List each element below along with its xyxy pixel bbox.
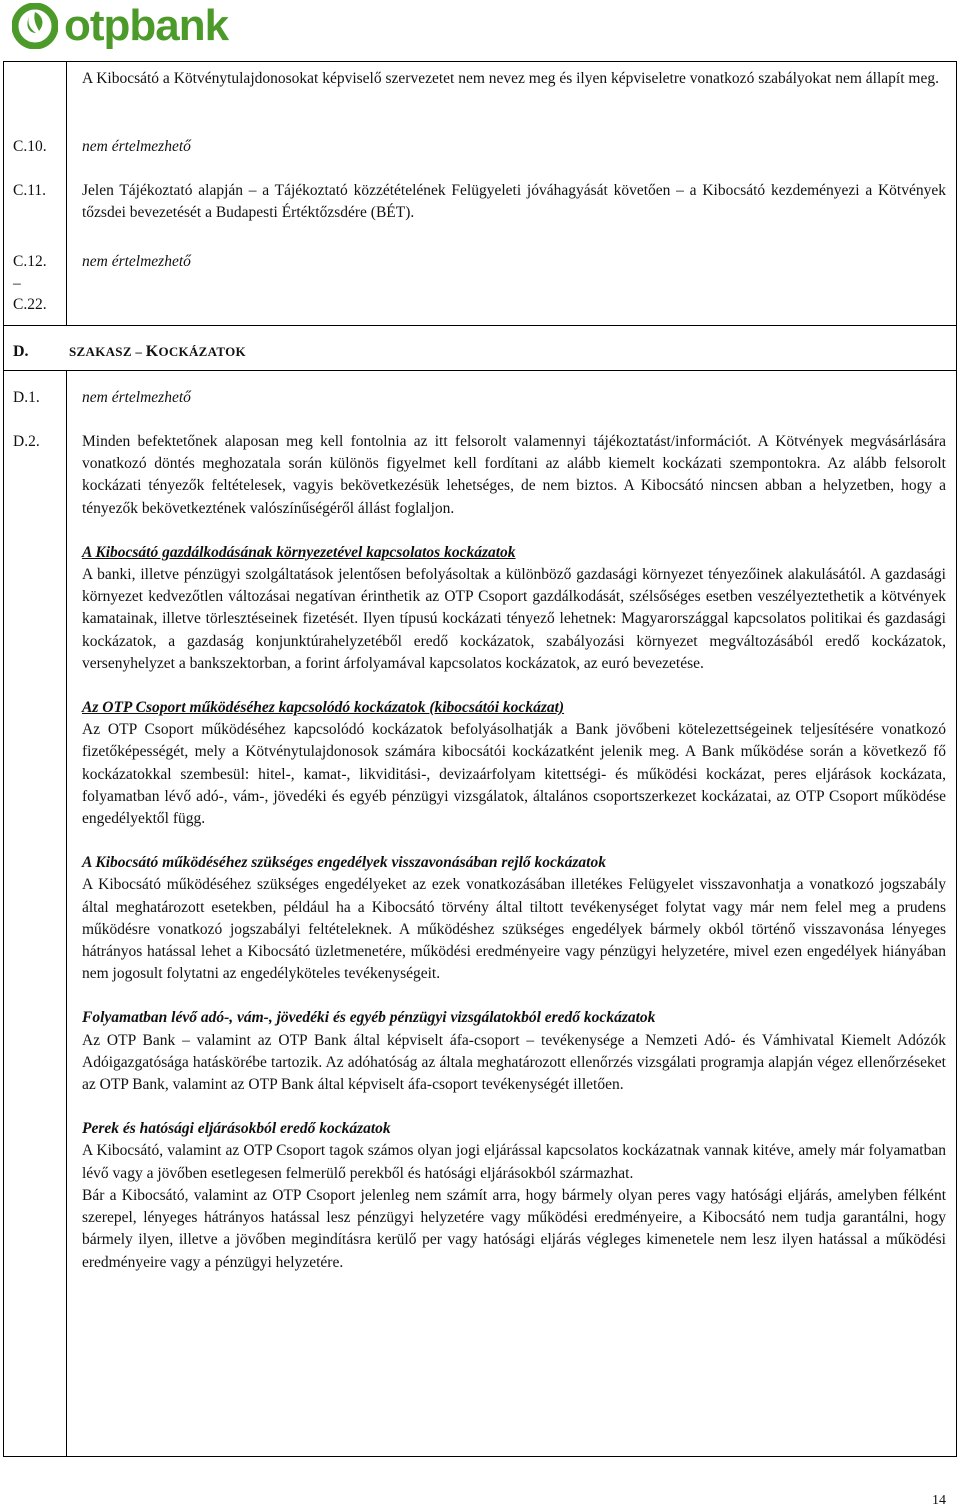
section-d-title-rest: OCKÁZATOK: [158, 344, 246, 359]
logo-text: otpbank: [64, 1, 229, 50]
c22-code: C.22.: [13, 296, 47, 313]
d1-text: nem értelmezhető: [82, 389, 191, 406]
risk-heading-tax: Folyamatban lévő adó-, vám-, jövedéki és egyéb pénzügyi vizsgálatokból eredő kockázatok: [82, 1009, 656, 1027]
c11-text: Jelen Tájékoztató alapján – a Tájékoztató közzétételének Felügyeleti jóváhagyását követően – a Kibocsátó kezdeményezi a Kötvények tőzsdei bevezetését a Budapesti Értéktőzsdére (BÉT).: [82, 182, 946, 222]
risk-heading-litigation: Perek és hatósági eljárásokból eredő kockázatok: [82, 1120, 391, 1138]
otp-logo-icon: [12, 3, 58, 49]
c9-text: A Kibocsátó a Kötvénytulajdonosokat képviselő szervezetet nem nevez meg és ilyen képviseletre vonatkozó szabályokat nem állapít meg.: [82, 70, 939, 87]
column-divider: [66, 61, 67, 325]
c10-code: C.10.: [13, 138, 47, 155]
c12-dash: –: [13, 275, 21, 292]
risk-heading-group: Az OTP Csoport működéséhez kapcsolódó kockázatok (kibocsátói kockázat): [82, 699, 565, 717]
c12-text: nem értelmezhető: [82, 253, 191, 270]
c11-code: C.11.: [13, 182, 47, 199]
page-number: 14: [932, 1493, 946, 1508]
risk-paragraph-environment: A banki, illetve pénzügyi szolgáltatások jelentősen befolyásoltak a különböző gazdasági környezet tényezőinek alakulásától. A gazdasági környezet kedvezőtlen változásai negatívan érinthetik az OTP Csoport gazdálkodását, szélsőséges esetben veszélyeztethetik a kötvények kamatainak, illetve törlesztéseinek fizetését. Ilyen típusú kockázati tényező lehetnek: Magyarországgal kapcsolatos politikai és gazdasági kockázatok, a gazdaság konjunktúrahelyzetéből eredő kockázatok, szabályozási környezet megváltozásából eredő kockázatok, versenyhelyzet a bankszektorban, a forint árfolyamával kapcsolatos kockázatok, az euró bevezetése.: [82, 566, 946, 672]
risk-paragraph-litigation-b: Bár a Kibocsátó, valamint az OTP Csoport jelenleg nem számít arra, hogy bármely olyan peres vagy hatósági eljárás, amelyben félként szerepel, lényeges hátrányos hatással lesz pénzügyi helyzetére vagy működési eredményeire, a Kibocsátó nem tudja garantálni, hogy bármely ilyen, illetve a jövőben megindításra kerülő per vagy hatósági eljárás végleges kimenetele nem lesz ilyen hatással a működési eredményeire vagy a pénzügyi helyzetére.: [82, 1186, 946, 1271]
column-divider: [66, 370, 67, 1457]
d2-code: D.2.: [13, 433, 40, 450]
c10-text: nem értelmezhető: [82, 138, 191, 155]
row-divider: [3, 325, 957, 326]
section-d-title-prefix: SZAKASZ –: [69, 344, 146, 359]
d1-code: D.1.: [13, 389, 40, 406]
section-d-title: [69, 343, 246, 361]
c12-code: C.12.: [13, 253, 47, 270]
d2-intro: Minden befektetőnek alaposan meg kell fontolnia az itt felsorolt valamennyi tájékoztatást/információt. A Kötvények megvásárlására vonatkozó döntés meghozatala során különös figyelmet kell fordítani az alább kiemelt kockázati szempontokra. Az alább felsorolt kockázati tényezők feltételesek, vagyis bekövetkezésük lehetséges, de nem biztos. A Kibocsátó nincsen abban a helyzetben, hogy a tényezők bekövetkeztének valószínűségéről állást foglaljon.: [82, 433, 946, 517]
risk-paragraph-litigation-a: A Kibocsátó, valamint az OTP Csoport tagok számos olyan jogi eljárással kapcsolatos kockázatnak vannak kitéve, amely már folyamatban lévő vagy a jövőben esetlegesen felmerülő perekből és hatósági eljárásokból származhat.: [82, 1142, 946, 1182]
risk-paragraph-licenses: A Kibocsátó működéséhez szükséges engedélyeket az ezek vonatkozásában illetékes Felügyelet visszavonhatja a vonatkozó jogszabály által meghatározott esetekben, például ha a Kibocsátó törvény által tiltott tevékenységet folytat vagy már nem felel meg a prudens működésre vonatkozó jogszabályi feltételeknek. A működéshez szükséges engedélyek bármely okból történő visszavonása lényeges hátrányos hatással lehet a Kibocsátó üzletmenetére, működési eredményeire vagy pénzügyi helyzetére, mivel ezen engedélyek hiányában nem jogosult folytatni az engedélyköteles tevékenységeit.: [82, 876, 946, 983]
row-divider: [3, 370, 957, 371]
section-d-title-k: K: [145, 343, 159, 360]
d2-content: [82, 431, 946, 1274]
risk-paragraph-tax: Az OTP Bank – valamint az OTP Bank által képviselt áfa-csoport – tevékenysége a Nemzeti Adó- és Vámhivatal Kiemelt Adózók Adóigazgatósága hatáskörébe tartozik. Az adóhatóság az általa meghatározott ellenőrzés vizsgálati programja alapján végez ellenőrzéseket az OTP Bank, valamint az OTP Bank által képviselt áfa-csoport tevékenységét illetően.: [82, 1031, 946, 1094]
section-d-code: D.: [13, 343, 29, 360]
bank-logo: [12, 2, 228, 50]
risk-paragraph-group: Az OTP Csoport működéséhez kapcsolódó kockázatok befolyásolhatják a Bank jövőbeni kötelezettségeinek teljesítésére vonatkozó fizetőképességét, mely a Kötvénytulajdonosok számára kibocsátói kockázatként jelenik meg. A Bank működése során a következő fő kockázatokkal szembesül: hitel-, kamat-, likviditási-, devizaárfolyam kitettségi- és működési kockázat, peres eljárások kockázata, folyamatban lévő adó-, vám-, jövedéki és egyéb pénzügyi vizsgálatok, általános csoportszerkezet kockázatai, az OTP Csoport működése engedélyektől függ.: [82, 721, 946, 828]
risk-heading-licenses: A Kibocsátó működéséhez szükséges engedélyek visszavonásában rejlő kockázatok: [82, 854, 606, 872]
risk-heading-environment: A Kibocsátó gazdálkodásának környezetével kapcsolatos kockázatok: [82, 543, 516, 561]
